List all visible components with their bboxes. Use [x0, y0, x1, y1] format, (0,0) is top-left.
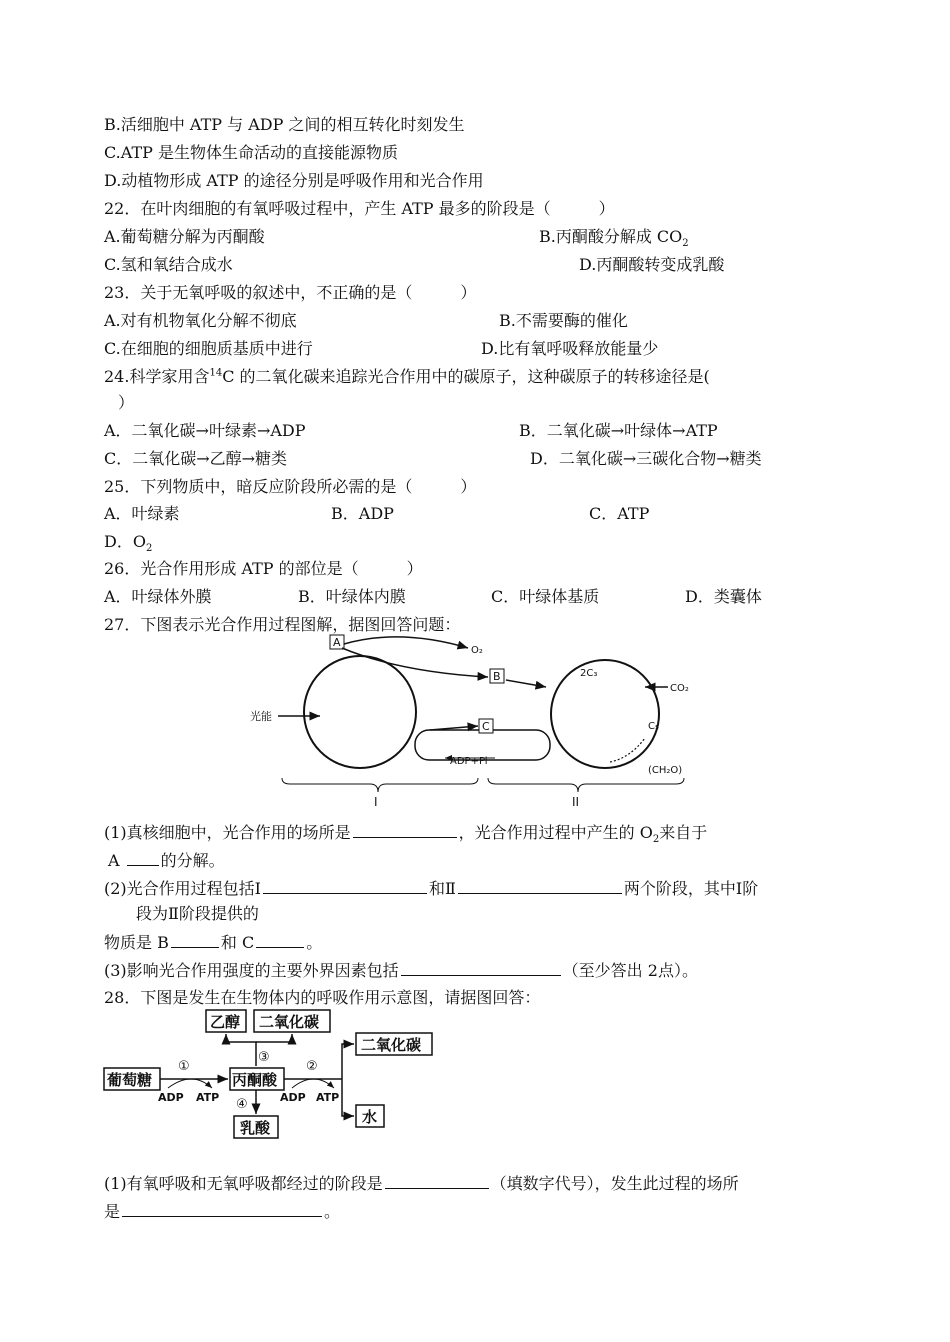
q22-option-b: B.丙酮酸分解成 $CO_2$ [539, 227, 689, 250]
arrow-b-to-calvin [506, 680, 546, 687]
calvin-cycle [551, 660, 659, 768]
step-3-label: ③ [258, 1050, 270, 1065]
q23-option-b: B.不需要酶的催化 [499, 311, 628, 330]
ch2o-label: (CH₂O) [648, 765, 683, 776]
q26-option-b: B．叶绿体内膜 [298, 587, 406, 606]
atp-label-2: ATP [316, 1091, 340, 1104]
answer-blank[interactable] [122, 1200, 322, 1217]
q26-option-c: C．叶绿体基质 [491, 587, 600, 606]
atp-curve-2 [292, 1079, 334, 1088]
q22-option-a: A.葡萄糖分解为丙酮酸 [104, 227, 265, 246]
adp-pi-label: ADP+Pi [450, 756, 488, 767]
q23-stem: 23．关于无氧呼吸的叙述中，不正确的是（ ） [104, 283, 477, 302]
branch-to-co2-top [256, 1034, 292, 1042]
answer-blank[interactable] [353, 821, 457, 838]
q21-option-c: C.ATP 是生物体生命活动的直接能源物质 [104, 143, 398, 162]
q22-option-d: D.丙酮酸转变成乳酸 [579, 255, 725, 274]
arrow-to-o2 [344, 637, 468, 648]
q22-option-c: C.氢和氧结合成水 [104, 255, 233, 274]
q27-sub2-cont: 段为Ⅱ阶段提供的 [136, 904, 259, 923]
q27-sub3: (3)影响光合作用强度的主要外界因素包括 （至少答出 2点）。 [104, 961, 698, 980]
light-reaction-cycle [304, 656, 416, 768]
stage-2-label: II [572, 795, 580, 809]
answer-blank[interactable] [458, 877, 622, 894]
adp-label-2: ADP [280, 1091, 306, 1104]
co2-top-label: 二氧化碳 [259, 1013, 320, 1031]
box-c-label: C [482, 720, 490, 733]
branch-to-co2-right [342, 1044, 354, 1079]
q24-option-a: A．二氧化碳→叶绿素→ADP [104, 421, 306, 440]
co2-label: CO₂ [670, 683, 689, 694]
q24-option-c: C．二氧化碳→乙醇→糖类 [104, 449, 288, 468]
respiration-diagram [104, 1008, 434, 1140]
answer-blank[interactable] [127, 849, 159, 866]
box-b-label: B [493, 670, 501, 683]
lactic-label: 乳酸 [240, 1119, 271, 1137]
q22-stem: 22．在叶肉细胞的有氧呼吸过程中，产生 ATP 最多的阶段是（ ） [104, 199, 615, 218]
q24-option-d: D．二氧化碳→三碳化合物→糖类 [530, 449, 762, 468]
q24-option-b: B．二氧化碳→叶绿体→ATP [519, 421, 718, 440]
branch-to-water [342, 1079, 354, 1116]
q27-sub2: (2)光合作用过程包括Ⅰ 和Ⅱ 两个阶段，其中Ⅰ阶 [104, 879, 759, 898]
q23-option-c: C.在细胞的细胞质基质中进行 [104, 339, 313, 358]
stage-1-label: I [374, 795, 378, 809]
light-energy-label: 光能 [250, 710, 272, 723]
q25-option-a: A．叶绿素 [104, 504, 180, 523]
q23-option-a: A.对有机物氧化分解不彻底 [104, 311, 297, 330]
q27-sub1-cont: A 的分解。 [108, 851, 225, 870]
step-1-label: ① [178, 1059, 190, 1074]
q25-option-d: D．$O_2$ [104, 532, 153, 555]
bracket-stage-2 [488, 778, 684, 792]
q24-stem-continued: ） [118, 393, 135, 412]
q21-option-d: D.动植物形成 ATP 的途径分别是呼吸作用和光合作用 [104, 171, 484, 190]
branch-to-ethanol [226, 1034, 256, 1066]
q26-option-d: D．类囊体 [685, 587, 762, 606]
arrow-to-ch2o [610, 738, 645, 762]
c5-label: C₅ [648, 721, 659, 732]
answer-blank[interactable] [263, 877, 427, 894]
ethanol-label: 乙醇 [210, 1013, 241, 1031]
glucose-label: 葡萄糖 [107, 1071, 153, 1089]
co2-right-label: 二氧化碳 [361, 1036, 422, 1054]
water-label: 水 [362, 1108, 378, 1126]
answer-blank[interactable] [401, 959, 561, 976]
box-a-label: A [333, 636, 341, 649]
q25-stem: 25．下列物质中，暗反应阶段所必需的是（ ） [104, 477, 477, 496]
q24-stem: 24.科学家用含$^{14}$C 的二氧化碳来追踪光合作用中的碳原子，这种碳原子的转移途径是( [104, 367, 710, 386]
pyruvate-label: 丙酮酸 [232, 1071, 278, 1089]
q21-option-b: B.活细胞中 ATP 与 ADP 之间的相互转化时刻发生 [104, 115, 465, 134]
atp-label-1: ATP [196, 1091, 220, 1104]
step-2-label: ② [306, 1059, 318, 1074]
q25-option-c: C．ATP [589, 504, 650, 523]
atp-curve-1 [168, 1079, 212, 1088]
q26-stem: 26．光合作用形成 ATP 的部位是（ ） [104, 559, 423, 578]
answer-blank[interactable] [385, 1172, 489, 1189]
bracket-stage-1 [282, 778, 478, 792]
q28-sub1-cont: 是 。 [104, 1202, 341, 1221]
q27-stem: 27．下图表示光合作用过程图解，据图回答问题： [104, 615, 461, 634]
adp-label-1: ADP [158, 1091, 184, 1104]
q26-option-a: A．叶绿体外膜 [104, 587, 212, 606]
step-4-label: ④ [236, 1097, 248, 1112]
q28-sub1: (1)有氧呼吸和无氧呼吸都经过的阶段是 （填数字代号），发生此过程的场所 [104, 1174, 739, 1193]
q27-sub2-line3: 物质是 B 和 C 。 [104, 933, 323, 952]
q28-stem: 28．下图是发生在生物体内的呼吸作用示意图，请据图回答： [104, 988, 541, 1007]
answer-blank[interactable] [171, 931, 219, 948]
photosynthesis-diagram [250, 632, 700, 817]
answer-blank[interactable] [256, 931, 304, 948]
q27-sub1: (1)真核细胞中，光合作用的场所是 ，光合作用过程中产生的 $O_2$来自于 [104, 823, 708, 846]
two-c3-label: 2C₃ [580, 668, 598, 679]
q23-option-d: D.比有氧呼吸释放能量少 [481, 339, 659, 358]
arrow-to-b [342, 648, 488, 677]
o2-label: O₂ [471, 645, 483, 656]
q25-option-b: B．ADP [331, 504, 394, 523]
